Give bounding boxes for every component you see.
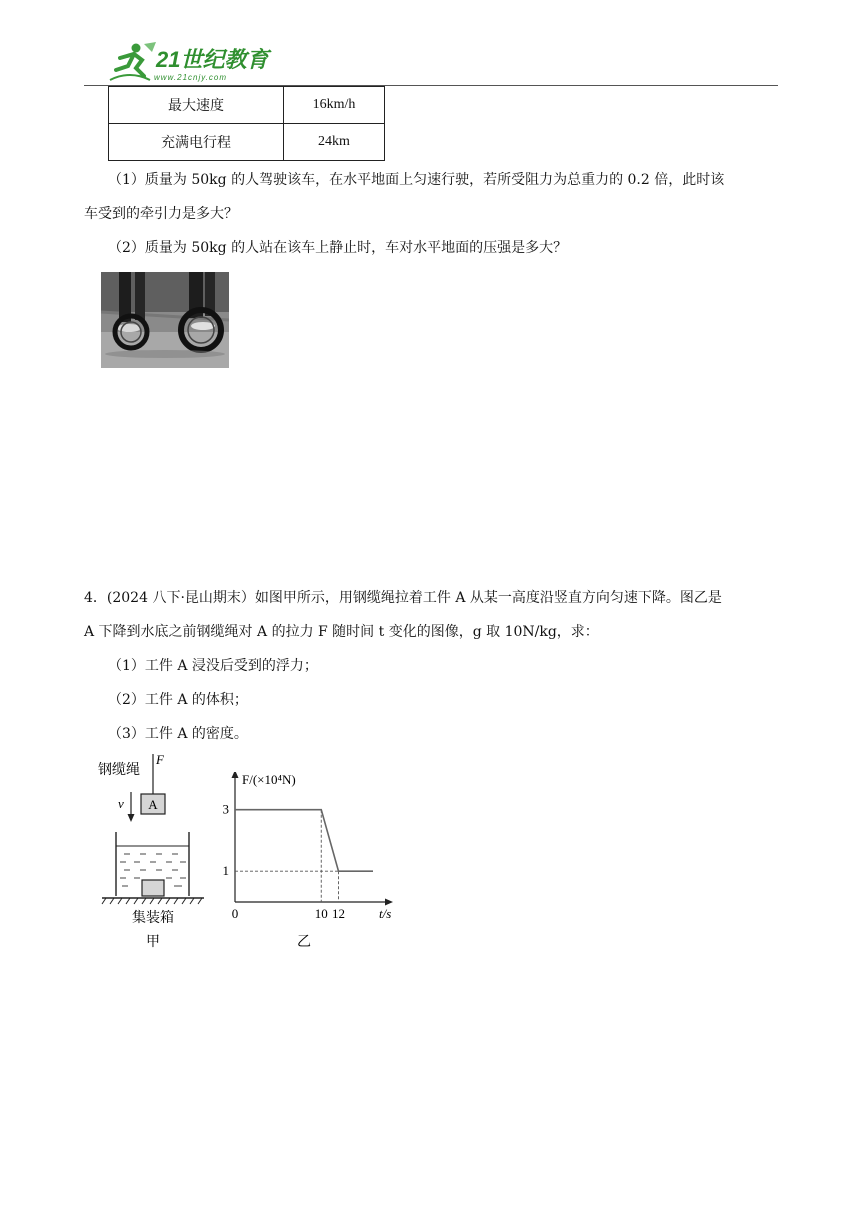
x-axis-arrow-icon — [385, 899, 393, 906]
q4-sub1: （1）工件 A 浸没后受到的浮力； — [108, 658, 318, 674]
q4-stem-line1: 4．(2024 八下·昆山期末）如图甲所示，用钢缆绳拉着工件 A 从某一高度沿竖直方向匀速下降。图乙是 — [84, 590, 722, 606]
logo-url: www.21cnjy.com — [154, 73, 227, 82]
y-tick-label: 3 — [222, 801, 229, 817]
y-axis-arrow-icon — [232, 772, 239, 778]
series-line — [235, 810, 373, 872]
logo-text: 21世纪教育 — [156, 47, 269, 72]
chart-y-axis-label: F/(×10⁴N) — [242, 772, 296, 787]
table-cell-label: 充满电行程 — [109, 124, 284, 161]
figure-jia — [96, 750, 211, 955]
force-label: F — [156, 752, 164, 767]
table-cell-value: 16km/h — [284, 87, 385, 124]
chart-axes — [232, 772, 394, 906]
q4-sub3: （3）工件 A 的密度。 — [108, 726, 248, 742]
electric-wheels-photo — [101, 272, 229, 368]
chart-series — [235, 810, 373, 872]
container-label: 集装箱 — [132, 910, 174, 926]
chart-guides — [235, 810, 339, 902]
ground-hatch — [102, 898, 202, 904]
chart-x-axis-label: t/s — [379, 906, 392, 921]
x-tick-label: 12 — [332, 906, 345, 921]
spec-table — [108, 86, 385, 161]
table-row — [109, 124, 385, 161]
q3-sub2: （2）质量为 50kg 的人站在该车上静止时，车对水平地面的压强是多大？ — [108, 240, 568, 256]
runner-icon — [110, 42, 156, 80]
chart-ticks — [223, 802, 346, 921]
q4-stem-line2: A 下降到水底之前钢缆绳对 A 的拉力 F 随时间 t 变化的图像，g 取 10N/kg，求： — [84, 624, 599, 640]
x-tick-label: 10 — [314, 906, 328, 921]
figure-yi-chart — [218, 772, 393, 952]
table-cell-value: 24km — [284, 124, 385, 161]
figure-yi-caption: 乙 — [297, 934, 311, 950]
y-tick-label: 1 — [222, 863, 229, 879]
site-logo — [100, 40, 280, 84]
arrow-head-icon — [128, 814, 135, 822]
cable-label: 钢缆绳 — [98, 762, 140, 778]
table-cell-label: 最大速度 — [109, 87, 284, 124]
block-a-label: A — [148, 797, 158, 812]
q3-sub1-line1: （1）质量为 50kg 的人驾驶该车，在水平地面上匀速行驶，若所受阻力为总重力的 0.2 倍，此时该 — [108, 172, 725, 188]
x-tick-label: 0 — [231, 906, 239, 921]
table-row — [109, 87, 385, 124]
velocity-label: v — [118, 796, 124, 811]
figure-jia-caption: 甲 — [146, 934, 160, 950]
q3-sub1-line2: 车受到的牵引力是多大？ — [84, 206, 238, 222]
q4-sub2: （2）工件 A 的体积； — [108, 692, 248, 708]
container-box — [142, 880, 164, 896]
